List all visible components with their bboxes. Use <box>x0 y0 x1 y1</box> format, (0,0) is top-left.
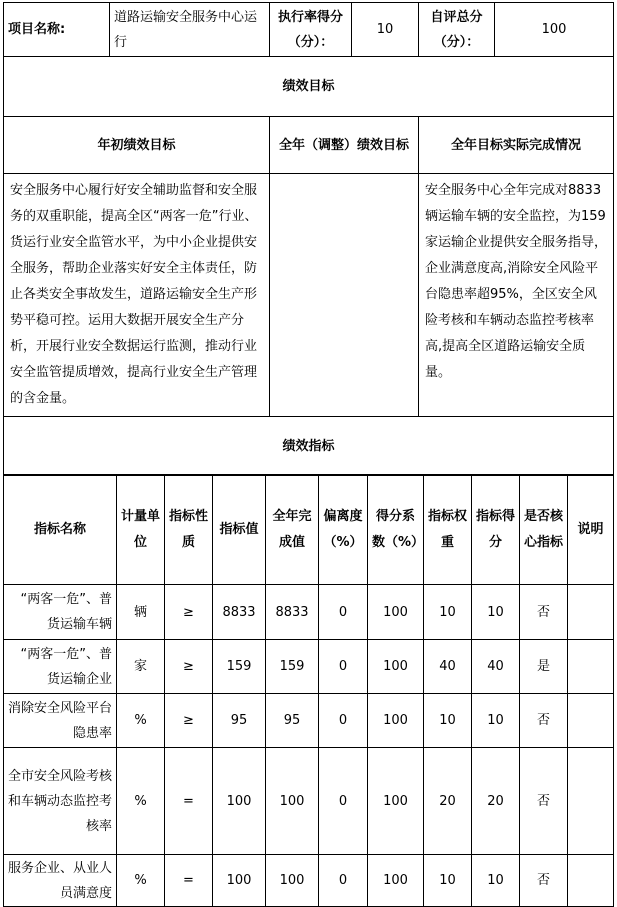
goals-section-title: 绩效目标 <box>4 57 614 117</box>
indicator-name: “两客一危”、普货运输车辆 <box>4 585 117 640</box>
nature-cell: ≥ <box>165 640 213 694</box>
goals-content-row <box>4 174 614 417</box>
indicators-table <box>3 474 614 907</box>
deviation-cell: 0 <box>319 748 368 855</box>
actual-cell: 8833 <box>266 585 319 640</box>
indicator-name: 服务企业、从业人员满意度 <box>4 855 117 907</box>
col-actual-value: 全年完成值 <box>266 475 319 585</box>
core-cell: 否 <box>520 855 568 907</box>
core-cell: 否 <box>520 585 568 640</box>
col-indicator-name: 指标名称 <box>4 475 117 585</box>
weight-cell: 10 <box>424 585 472 640</box>
col-target-value: 指标值 <box>213 475 266 585</box>
core-cell: 是 <box>520 640 568 694</box>
unit-cell: 家 <box>117 640 165 694</box>
project-name-label: 项目名称: <box>4 3 110 57</box>
target-cell: 8833 <box>213 585 266 640</box>
table-row <box>4 694 614 748</box>
actual-cell: 100 <box>266 748 319 855</box>
project-row <box>4 3 614 57</box>
col-note: 说明 <box>568 475 614 585</box>
deviation-cell: 0 <box>319 694 368 748</box>
initial-goal-header: 年初绩效目标 <box>4 117 270 174</box>
col-weight: 指标权重 <box>424 475 472 585</box>
weight-cell: 10 <box>424 855 472 907</box>
actual-cell: 95 <box>266 694 319 748</box>
execution-score-label: 执行率得分（分）： <box>270 3 352 57</box>
nature-cell: = <box>165 748 213 855</box>
col-score: 指标得分 <box>472 475 520 585</box>
initial-goal-text: 安全服务中心履行好安全辅助监督和安全服务的双重职能，提高全区“两客一危”行业、货运行业安全监管水平，为中小企业提供安全服务，帮助企业落实好安全主体责任，防止各类安全事故发生，道路运输安全生产形势平稳可控。运用大数据开展安全生产分析，开展行业安全数据运行监测，推动行业安全监管提质增效，提高行业安全生产管理的含金量。 <box>4 174 270 417</box>
weight-cell: 40 <box>424 640 472 694</box>
adjusted-goal-header: 全年（调整）绩效目标 <box>270 117 419 174</box>
core-cell: 否 <box>520 694 568 748</box>
nature-cell: = <box>165 855 213 907</box>
target-cell: 100 <box>213 748 266 855</box>
deviation-cell: 0 <box>319 855 368 907</box>
self-score-value: 100 <box>495 3 614 57</box>
score-cell: 10 <box>472 694 520 748</box>
coef-cell: 100 <box>368 585 424 640</box>
actual-cell: 100 <box>266 855 319 907</box>
actual-result-text: 安全服务中心全年完成对8833辆运输车辆的安全监控，为159家运输企业提供安全服务指导，企业满意度高,消除安全风险平台隐患率超95%，全区安全风险考核和车辆动态监控考核率高,提高全区道路运输安全质量。 <box>419 174 614 417</box>
note-cell <box>568 585 614 640</box>
indicator-name: 消除安全风险平台隐患率 <box>4 694 117 748</box>
coef-cell: 100 <box>368 694 424 748</box>
nature-cell: ≥ <box>165 694 213 748</box>
nature-cell: ≥ <box>165 585 213 640</box>
score-cell: 40 <box>472 640 520 694</box>
col-unit: 计量单位 <box>117 475 165 585</box>
indicator-name: “两客一危”、普货运输企业 <box>4 640 117 694</box>
coef-cell: 100 <box>368 748 424 855</box>
deviation-cell: 0 <box>319 640 368 694</box>
unit-cell: 辆 <box>117 585 165 640</box>
indicators-section-title: 绩效指标 <box>4 417 614 476</box>
col-score-coef: 得分系数（%） <box>368 475 424 585</box>
col-deviation: 偏离度（%） <box>319 475 368 585</box>
goals-section-row <box>4 57 614 117</box>
execution-score-value: 10 <box>352 3 419 57</box>
indicators-header-row <box>4 475 614 585</box>
table-row <box>4 748 614 855</box>
col-nature: 指标性质 <box>165 475 213 585</box>
table-row <box>4 640 614 694</box>
target-cell: 159 <box>213 640 266 694</box>
actual-result-header: 全年目标实际完成情况 <box>419 117 614 174</box>
note-cell <box>568 748 614 855</box>
self-score-label: 自评总分（分）： <box>419 3 495 57</box>
project-name-value: 道路运输安全服务中心运行 <box>110 3 270 57</box>
table-row <box>4 855 614 907</box>
core-cell: 否 <box>520 748 568 855</box>
target-cell: 100 <box>213 855 266 907</box>
goals-table <box>3 2 614 476</box>
table-row <box>4 585 614 640</box>
note-cell <box>568 640 614 694</box>
coef-cell: 100 <box>368 640 424 694</box>
score-cell: 20 <box>472 748 520 855</box>
actual-cell: 159 <box>266 640 319 694</box>
weight-cell: 20 <box>424 748 472 855</box>
goals-header-row <box>4 117 614 174</box>
indicators-section-row <box>4 417 614 476</box>
unit-cell: % <box>117 694 165 748</box>
note-cell <box>568 855 614 907</box>
note-cell <box>568 694 614 748</box>
weight-cell: 10 <box>424 694 472 748</box>
indicator-name: 全市安全风险考核和车辆动态监控考核率 <box>4 748 117 855</box>
deviation-cell: 0 <box>319 585 368 640</box>
target-cell: 95 <box>213 694 266 748</box>
unit-cell: % <box>117 855 165 907</box>
adjusted-goal-text <box>270 174 419 417</box>
unit-cell: % <box>117 748 165 855</box>
coef-cell: 100 <box>368 855 424 907</box>
col-core: 是否核心指标 <box>520 475 568 585</box>
score-cell: 10 <box>472 855 520 907</box>
score-cell: 10 <box>472 585 520 640</box>
